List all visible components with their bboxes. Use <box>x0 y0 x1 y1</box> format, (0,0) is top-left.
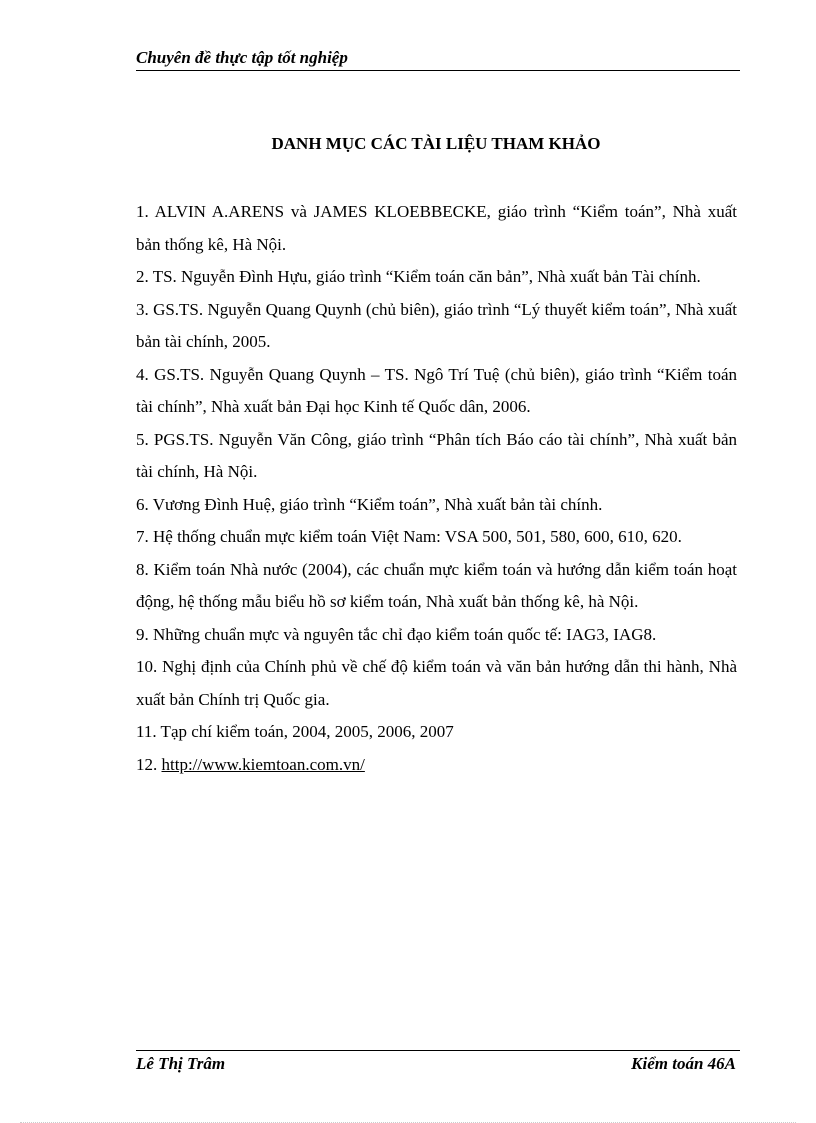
header-rule <box>136 70 740 71</box>
reference-item-link <box>136 749 737 782</box>
reference-item: 7. Hệ thống chuẩn mực kiểm toán Việt Nam: VSA 500, 501, 580, 600, 610, 620. <box>136 527 682 546</box>
reference-item: 9. Những chuẩn mực và nguyên tắc chỉ đạo kiểm toán quốc tế: IAG3, IAG8. <box>136 624 657 644</box>
reference-item: 6. Vương Đình Huệ, giáo trình “Kiểm toán”, Nhà xuất bản tài chính. <box>136 494 603 514</box>
reference-number: 12. <box>136 754 158 774</box>
reference-list <box>136 196 737 781</box>
reference-item: 5. PGS.TS. Nguyễn Văn Công, giáo trình “Phân tích Báo cáo tài chính”, Nhà xuất bản tài chính, Hà Nội. <box>136 429 737 481</box>
header-title: Chuyên đề thực tập tốt nghiệp <box>136 48 348 67</box>
reference-item: 3. GS.TS. Nguyễn Quang Quynh (chủ biên), giáo trình “Lý thuyết kiểm toán”, Nhà xuất bản tài chính, 2005. <box>136 299 737 351</box>
page-heading: DANH MỤC CÁC TÀI LIỆU THAM KHẢO <box>271 134 601 153</box>
footer-class: Kiểm toán 46A <box>631 1054 736 1073</box>
reference-item: 8. Kiểm toán Nhà nước (2004), các chuẩn mực kiểm toán và hướng dẫn kiểm toán hoạt động, hệ thống mẫu biểu hồ sơ kiểm toán, Nhà xuất bản thống kê, hà Nội. <box>136 559 737 611</box>
footer-rule <box>136 1050 740 1051</box>
reference-url-link[interactable]: http://www.kiemtoan.com.vn/ <box>161 754 365 774</box>
footer-author: Lê Thị Trâm <box>136 1054 226 1073</box>
reference-item: 10. Nghị định của Chính phủ về chế độ kiểm toán và văn bản hướng dẫn thi hành, Nhà xuất bản Chính trị Quốc gia. <box>136 657 737 709</box>
reference-item: 4. GS.TS. Nguyễn Quang Quynh – TS. Ngô Trí Tuệ (chủ biên), giáo trình “Kiểm toán tài chính”, Nhà xuất bản Đại học Kinh tế Quốc dân, 2006. <box>136 364 737 416</box>
reference-item: 11. Tạp chí kiểm toán, 2004, 2005, 2006, 2007 <box>136 722 454 741</box>
reference-item: 1. ALVIN A.ARENS và JAMES KLOEBBECKE, giáo trình “Kiểm toán”, Nhà xuất bản thống kê, Hà Nội. <box>136 202 737 254</box>
reference-item: 2. TS. Nguyễn Đình Hựu, giáo trình “Kiểm toán căn bản”, Nhà xuất bản Tài chính. <box>136 267 701 286</box>
